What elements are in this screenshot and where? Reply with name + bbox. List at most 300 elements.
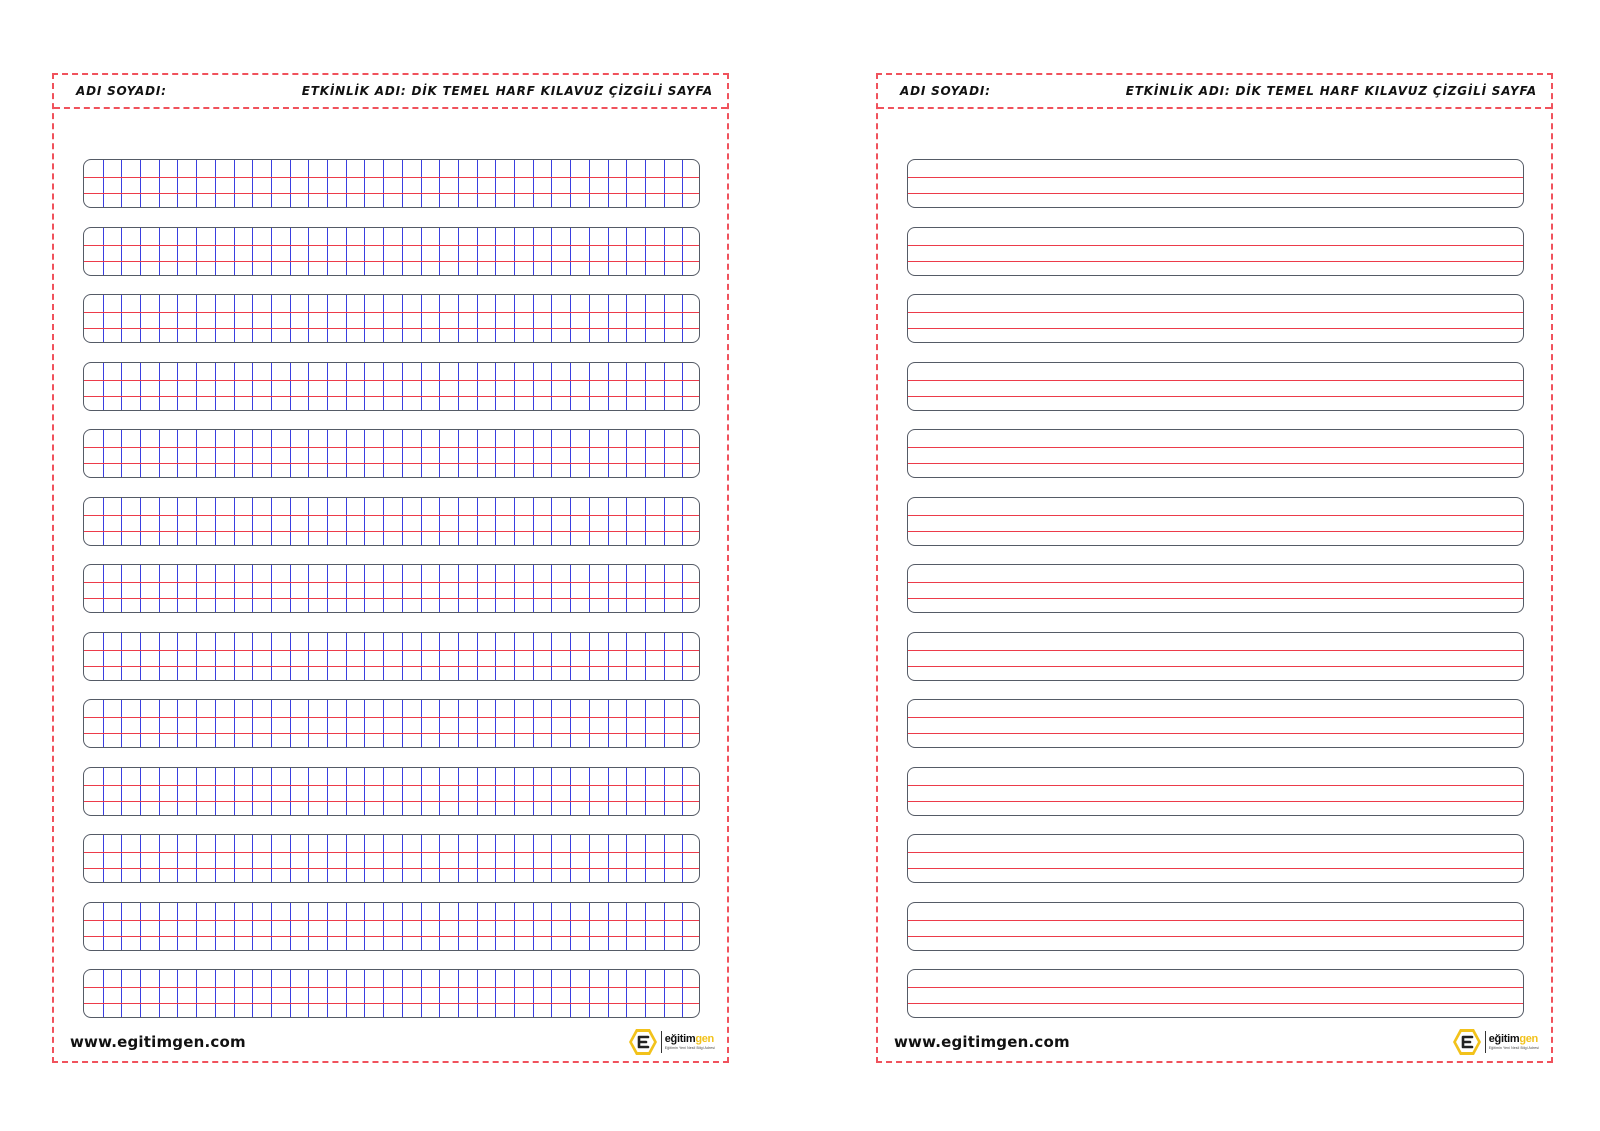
grid-column-line [551,903,552,950]
grid-column-line [608,700,609,747]
grid-column-line [551,363,552,410]
grid-column-line [682,160,683,207]
grid-column-line [159,768,160,815]
grid-column-line [140,295,141,342]
grid-column-line [383,970,384,1017]
grid-column-line [103,565,104,612]
grid-column-line [589,498,590,545]
logo-tagline: Eğitimin Yeni Nesil Bilgi Adresi [664,1045,715,1050]
grid-column-line [570,295,571,342]
grid-column-line [645,565,646,612]
grid-column-line [514,295,515,342]
grid-column-line [458,633,459,680]
grid-column-line [608,160,609,207]
grid-column-line [103,633,104,680]
guide-line [84,868,699,869]
grid-column-line [121,430,122,477]
grid-column-line [308,835,309,882]
guide-line [84,936,699,937]
grid-column-line [327,430,328,477]
guide-line [908,801,1523,802]
grid-column-line [514,768,515,815]
grid-column-line [103,160,104,207]
grid-column-line [551,633,552,680]
guide-line [84,666,699,667]
grid-column-line [103,903,104,950]
grid-column-line [234,633,235,680]
writing-row [907,834,1524,883]
grid-column-line [458,835,459,882]
grid-column-line [402,363,403,410]
grid-column-line [327,633,328,680]
grid-column-line [383,903,384,950]
grid-column-line [121,160,122,207]
grid-column-line [551,228,552,275]
grid-column-line [589,835,590,882]
grid-column-line [364,768,365,815]
grid-column-line [290,160,291,207]
name-label: ADI SOYADI: [76,84,167,98]
guide-line [84,852,699,853]
grid-column-line [533,498,534,545]
grid-column-line [346,970,347,1017]
writing-row [907,497,1524,546]
grid-column-line [402,970,403,1017]
grid-column-line [177,228,178,275]
grid-column-line [495,565,496,612]
grid-column-line [589,970,590,1017]
grid-column-line [196,363,197,410]
grid-column-line [346,498,347,545]
writing-row [83,227,700,276]
guide-line [908,650,1523,651]
guide-line [84,801,699,802]
grid-column-line [252,768,253,815]
guide-line [908,582,1523,583]
grid-column-line [346,160,347,207]
grid-column-line [364,903,365,950]
grid-column-line [458,700,459,747]
writing-row [83,902,700,951]
grid-column-line [439,160,440,207]
grid-column-line [290,363,291,410]
grid-column-line [177,700,178,747]
guide-line [908,717,1523,718]
grid-column-line [533,228,534,275]
grid-column-line [402,430,403,477]
grid-column-line [458,430,459,477]
grid-column-line [421,498,422,545]
grid-column-line [626,835,627,882]
grid-column-line [140,363,141,410]
grid-column-line [215,565,216,612]
grid-column-line [439,768,440,815]
grid-column-line [121,363,122,410]
grid-column-line [533,903,534,950]
grid-column-line [234,700,235,747]
guide-line [84,582,699,583]
grid-column-line [458,295,459,342]
grid-column-line [477,970,478,1017]
grid-column-line [308,565,309,612]
grid-column-line [626,565,627,612]
grid-column-line [551,835,552,882]
logo-wordmark [665,1034,715,1051]
grid-column-line [196,903,197,950]
grid-column-line [551,430,552,477]
grid-column-line [664,498,665,545]
grid-column-line [402,768,403,815]
grid-column-line [252,430,253,477]
grid-column-line [196,700,197,747]
grid-column-line [645,498,646,545]
grid-column-line [252,498,253,545]
grid-column-line [290,835,291,882]
grid-column-line [234,835,235,882]
grid-column-line [514,565,515,612]
logo-text-accent: gen [1519,1032,1538,1045]
grid-column-line [682,835,683,882]
writing-row [907,767,1524,816]
grid-column-line [271,228,272,275]
grid-column-line [533,430,534,477]
grid-column-line [252,160,253,207]
grid-column-line [458,565,459,612]
grid-column-line [140,970,141,1017]
grid-column-line [252,633,253,680]
grid-column-line [383,430,384,477]
grid-column-line [421,160,422,207]
grid-column-line [551,700,552,747]
grid-column-line [271,498,272,545]
grid-column-line [439,295,440,342]
grid-column-line [346,228,347,275]
grid-column-line [364,565,365,612]
grid-column-line [626,363,627,410]
grid-column-line [664,768,665,815]
writing-row [907,227,1524,276]
guide-line [908,193,1523,194]
grid-column-line [626,228,627,275]
grid-column-line [533,970,534,1017]
writing-row [907,362,1524,411]
logo-text-accent: gen [695,1032,714,1045]
grid-column-line [402,228,403,275]
grid-column-line [140,160,141,207]
grid-column-line [177,430,178,477]
grid-column-line [421,835,422,882]
grid-column-line [495,633,496,680]
grid-column-line [608,768,609,815]
grid-column-line [645,835,646,882]
grid-column-line [495,295,496,342]
grid-column-line [252,835,253,882]
grid-column-line [533,160,534,207]
grid-column-line [327,970,328,1017]
grid-column-line [140,228,141,275]
grid-column-line [215,768,216,815]
guide-line [908,920,1523,921]
guide-line [908,666,1523,667]
grid-column-line [645,903,646,950]
grid-column-line [608,970,609,1017]
grid-column-line [290,565,291,612]
grid-column-line [626,498,627,545]
grid-column-line [682,903,683,950]
grid-column-line [589,565,590,612]
grid-column-line [140,498,141,545]
writing-row [83,632,700,681]
guide-line [908,396,1523,397]
grid-column-line [196,768,197,815]
grid-column-line [626,633,627,680]
grid-column-line [308,160,309,207]
sheet-footer [894,1025,1539,1059]
grid-column-line [271,903,272,950]
grid-column-line [626,700,627,747]
grid-column-line [551,970,552,1017]
grid-column-line [234,295,235,342]
worksheet-lines [876,73,1553,1063]
grid-column-line [252,363,253,410]
logo-text-main: eğitim [1488,1032,1520,1045]
grid-column-line [327,363,328,410]
grid-column-line [308,295,309,342]
grid-column-line [383,363,384,410]
grid-column-line [252,970,253,1017]
grid-column-line [514,430,515,477]
grid-column-line [439,970,440,1017]
writing-row [907,294,1524,343]
grid-column-line [215,903,216,950]
grid-column-line [439,633,440,680]
grid-column-line [196,430,197,477]
guide-line [908,261,1523,262]
grid-column-line [234,228,235,275]
guide-line [908,312,1523,313]
grid-column-line [346,565,347,612]
grid-column-line [103,295,104,342]
writing-row [83,699,700,748]
guide-line [84,733,699,734]
grid-column-line [159,498,160,545]
guide-line [908,733,1523,734]
grid-column-line [477,835,478,882]
grid-column-line [458,903,459,950]
grid-column-line [589,633,590,680]
grid-column-line [159,565,160,612]
grid-column-line [346,295,347,342]
logo-tagline: Eğitimin Yeni Nesil Bilgi Adresi [1488,1045,1539,1050]
grid-column-line [664,565,665,612]
guide-line [84,650,699,651]
guide-line [84,193,699,194]
grid-column-line [402,498,403,545]
grid-column-line [645,430,646,477]
grid-column-line [608,295,609,342]
grid-column-line [645,700,646,747]
grid-column-line [421,700,422,747]
grid-column-line [570,970,571,1017]
guide-line [84,515,699,516]
guide-line [84,245,699,246]
grid-column-line [346,700,347,747]
guide-line [908,463,1523,464]
grid-column-line [570,768,571,815]
grid-column-line [196,633,197,680]
grid-column-line [121,903,122,950]
grid-column-line [140,633,141,680]
grid-column-line [421,565,422,612]
grid-column-line [215,363,216,410]
grid-column-line [608,903,609,950]
grid-column-line [364,835,365,882]
grid-column-line [626,903,627,950]
grid-column-line [308,633,309,680]
guide-line [908,785,1523,786]
grid-column-line [495,160,496,207]
logo-text-main: eğitim [664,1032,696,1045]
grid-column-line [402,903,403,950]
grid-column-line [252,903,253,950]
guide-line [908,1003,1523,1004]
grid-column-line [271,565,272,612]
name-label: ADI SOYADI: [900,84,991,98]
grid-column-line [664,700,665,747]
grid-column-line [477,430,478,477]
grid-column-line [402,160,403,207]
grid-column-line [458,160,459,207]
guide-line [908,852,1523,853]
grid-column-line [215,160,216,207]
grid-column-line [215,430,216,477]
guide-line [908,380,1523,381]
grid-column-line [103,768,104,815]
grid-column-line [514,633,515,680]
grid-column-line [308,970,309,1017]
grid-column-line [346,633,347,680]
guide-line [84,785,699,786]
website-url: www.egitimgen.com [894,1033,1070,1051]
grid-column-line [234,498,235,545]
writing-row [907,969,1524,1018]
grid-column-line [626,970,627,1017]
guide-line [84,598,699,599]
grid-column-line [196,160,197,207]
grid-column-line [159,700,160,747]
grid-column-line [570,363,571,410]
grid-column-line [346,835,347,882]
grid-column-line [551,565,552,612]
grid-column-line [177,498,178,545]
grid-column-line [664,228,665,275]
grid-column-line [159,228,160,275]
worksheet-grid [52,73,729,1063]
guide-line [84,177,699,178]
guide-line [908,987,1523,988]
grid-column-line [159,430,160,477]
grid-column-line [514,970,515,1017]
guide-line [84,920,699,921]
writing-row [907,902,1524,951]
grid-column-line [533,295,534,342]
activity-title: ETKİNLİK ADI: DİK TEMEL HARF KILAVUZ ÇİZGİLİ SAYFA [1125,84,1537,98]
grid-column-line [140,430,141,477]
grid-column-line [514,498,515,545]
grid-column-line [308,768,309,815]
grid-column-line [196,835,197,882]
grid-column-line [664,295,665,342]
grid-column-line [402,835,403,882]
grid-column-line [570,633,571,680]
grid-column-line [290,970,291,1017]
grid-column-line [290,768,291,815]
grid-column-line [682,430,683,477]
grid-column-line [346,430,347,477]
guide-line [84,261,699,262]
guide-line [84,312,699,313]
grid-column-line [589,363,590,410]
guide-line [908,515,1523,516]
grid-column-line [402,700,403,747]
brand-logo [628,1028,715,1056]
grid-column-line [477,633,478,680]
grid-column-line [682,295,683,342]
grid-column-line [121,633,122,680]
grid-column-line [308,903,309,950]
grid-column-line [271,700,272,747]
grid-column-line [121,768,122,815]
guide-line [84,1003,699,1004]
grid-column-line [271,430,272,477]
grid-column-line [626,768,627,815]
activity-title: ETKİNLİK ADI: DİK TEMEL HARF KILAVUZ ÇİZGİLİ SAYFA [301,84,713,98]
writing-row [83,294,700,343]
grid-column-line [458,768,459,815]
grid-column-line [364,160,365,207]
grid-column-line [608,633,609,680]
grid-column-line [234,565,235,612]
grid-column-line [477,498,478,545]
grid-column-line [383,565,384,612]
grid-column-line [121,228,122,275]
grid-column-line [645,160,646,207]
grid-column-line [439,498,440,545]
grid-column-line [177,768,178,815]
guide-line [84,987,699,988]
grid-column-line [177,903,178,950]
grid-column-line [308,498,309,545]
writing-row [907,632,1524,681]
grid-column-line [421,430,422,477]
grid-column-line [439,228,440,275]
guide-line [84,328,699,329]
grid-column-line [608,363,609,410]
grid-column-line [140,700,141,747]
grid-column-line [645,363,646,410]
grid-column-line [271,768,272,815]
grid-column-line [383,295,384,342]
grid-column-line [589,903,590,950]
guide-line [84,531,699,532]
grid-column-line [551,768,552,815]
grid-column-line [514,363,515,410]
grid-column-line [551,498,552,545]
grid-column-line [327,295,328,342]
writing-row [83,767,700,816]
grid-column-line [570,835,571,882]
grid-column-line [234,970,235,1017]
